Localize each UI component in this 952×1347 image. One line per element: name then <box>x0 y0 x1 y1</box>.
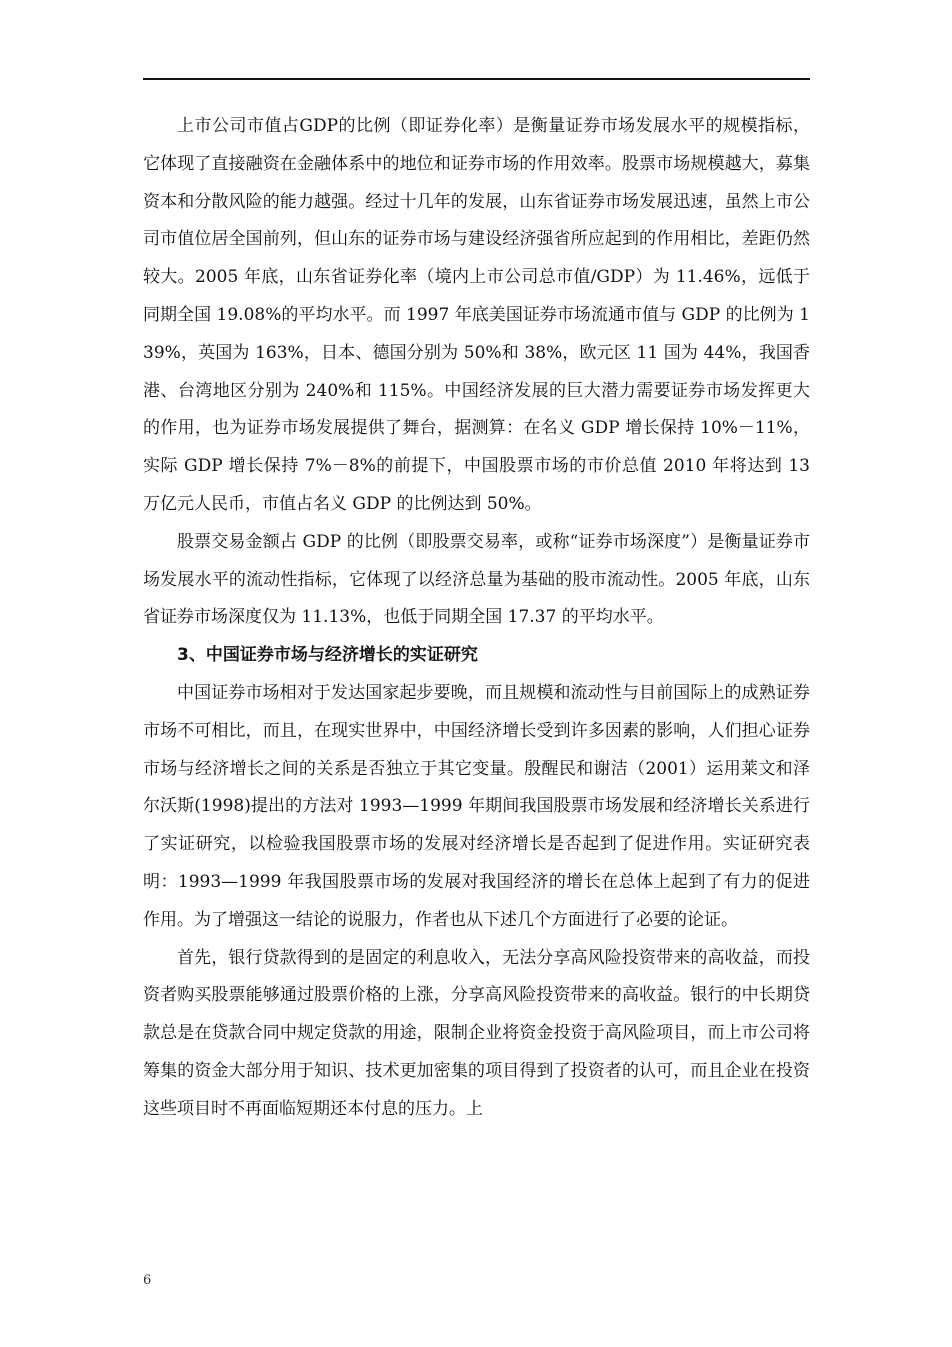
paragraph-market-depth: 股票交易金额占 GDP 的比例（即股票交易率，或称“证券市场深度”）是衡量证券市场发展水平的流动性指标，它体现了以经济总量为基础的股市流动性。2005 年底，山东省证券市场深度仅为 11.13%，也低于同期全国 17.37 的平均水平。 <box>143 531 810 628</box>
header-rule <box>143 78 810 80</box>
paragraph-securitization-ratio: 上市公司市值占GDP的比例（即证券化率）是衡量证券市场发展水平的规模指标，它体现了直接融资在金融体系中的地位和证券市场的作用效率。股票市场规模越大，募集资本和分散风险的能力越强。经过十几年的发展，山东省证券市场发展迅速，虽然上市公司市值位居全国前列，但山东的证券市场与建设经济强省所应起到的作用相比，差距仍然较大。2005 年底，山东省证券化率（境内上市公司总市值/GDP）为 11.46%，远低于同期全国 19.08%的平均水平。而 1997 年底美国证券市场流通市值与 GDP 的比例为 139%，英国为 163%，日本、德国分别为 50%和 38%，欧元区 11 国为 44%，我国香港、台湾地区分别为 240%和 115%。中国经济发展的巨大潜力需要证券市场发挥更大的作用，也为证券市场发展提供了舞台，据测算：在名义 GDP 增长保持 10%－11%，实际 GDP 增长保持 7%－8%的前提下，中国股票市场的市价总值 2010 年将达到 13 万亿元人民币，市值占名义 GDP 的比例达到 50%。 <box>143 116 810 514</box>
paragraph-bank-loans: 首先，银行贷款得到的是固定的利息收入，无法分享高风险投资带来的高收益，而投资者购买股票能够通过股票价格的上涨，分享高风险投资带来的高收益。银行的中长期贷款总是在贷款合同中规定贷款的用途，限制企业将资金投资于高风险项目，而上市公司将筹集的资金大部分用于知识、技术更加密集的项目得到了投资者的认可，而且企业在投资这些项目时不再面临短期还本付息的压力。上 <box>143 947 810 1119</box>
page-number: 6 <box>143 1273 152 1288</box>
paragraph-empirical-research: 中国证券市场相对于发达国家起步要晚，而且规模和流动性与目前国际上的成熟证券市场不可相比，而且，在现实世界中，中国经济增长受到许多因素的影响，人们担心证券市场与经济增长之间的关系是否独立于其它变量。殷醒民和谢洁（2001）运用莱文和泽尔沃斯(1998)提出的方法对 1993—1999 年期间我国股票市场发展和经济增长关系进行了实证研究，以检验我国股票市场的发展对经济增长是否起到了促进作用。实证研究表明：1993—1999 年我国股票市场的发展对我国经济的增长在总体上起到了有力的促进作用。为了增强这一结论的说服力，作者也从下述几个方面进行了必要的论证。 <box>143 682 810 930</box>
section-heading: 3、中国证券市场与经济增长的实证研究 <box>177 645 478 666</box>
page-body <box>143 108 810 1129</box>
